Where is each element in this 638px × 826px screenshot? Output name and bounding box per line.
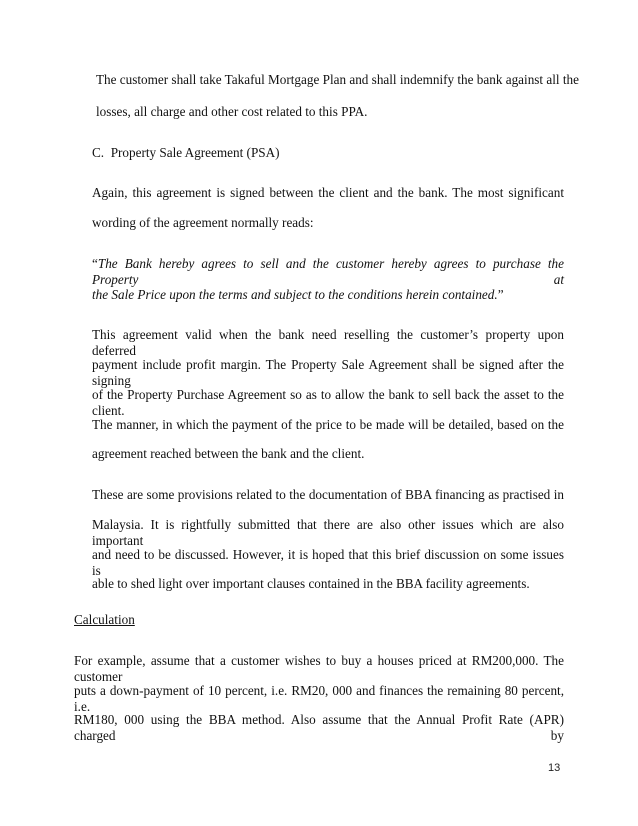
paragraph-valid-line-2: payment include profit margin. The Property Sale Agreement shall be signed after the signing	[92, 357, 564, 388]
quote-text-2: the Sale Price upon the terms and subject to the conditions herein contained.	[92, 287, 498, 302]
paragraph-valid-line-5: agreement reached between the bank and the client.	[92, 446, 365, 461]
section-c-heading	[92, 145, 280, 161]
quote-text-1: The Bank hereby agrees to sell and the customer hereby agrees to purchase the Property at	[92, 256, 564, 287]
calculation-heading: Calculation	[74, 612, 135, 627]
calculation-line-3: RM180, 000 using the BBA method. Also assume that the Annual Profit Rate (APR) charged by	[74, 712, 564, 743]
quote-close-mark: ”	[497, 287, 504, 302]
paragraph-takaful-line-1: The customer shall take Takaful Mortgage Plan and shall indemnify the bank against all the	[96, 72, 579, 87]
quote-line-2	[92, 287, 504, 303]
paragraph-provisions-line-4: able to shed light over important clauses contained in the BBA facility agreements.	[92, 576, 530, 591]
paragraph-provisions-line-1: These are some provisions related to the documentation of BBA financing as practised in	[92, 487, 564, 502]
paragraph-valid-line-4: The manner, in which the payment of the price to be made will be detailed, based on the	[92, 417, 564, 432]
page-number: 13	[548, 762, 561, 774]
calculation-line-2: puts a down-payment of 10 percent, i.e. RM20, 000 and finances the remaining 80 percent, i.e.	[74, 683, 564, 714]
section-c-title: Property Sale Agreement (PSA)	[110, 145, 280, 160]
paragraph-provisions-line-2: Malaysia. It is rightfully submitted that there are also other issues which are also important	[92, 517, 564, 548]
quote-line-1	[92, 256, 564, 288]
paragraph-takaful-line-2: losses, all charge and other cost related to this PPA.	[96, 104, 368, 119]
paragraph-provisions-line-3: and need to be discussed. However, it is hoped that this brief discussion on some issues is	[92, 547, 564, 578]
section-c-marker: C.	[92, 145, 105, 160]
paragraph-again-line-1: Again, this agreement is signed between the client and the bank. The most significant	[92, 185, 564, 200]
paragraph-again-line-2: wording of the agreement normally reads:	[92, 215, 314, 230]
calculation-line-1: For example, assume that a customer wishes to buy a houses priced at RM200,000. The customer	[74, 653, 564, 684]
paragraph-valid-line-3: of the Property Purchase Agreement so as to allow the bank to sell back the asset to the client.	[92, 387, 564, 418]
paragraph-valid-line-1: This agreement valid when the bank need reselling the customer’s property upon deferred	[92, 327, 564, 358]
quote-open-mark: “	[92, 256, 98, 271]
